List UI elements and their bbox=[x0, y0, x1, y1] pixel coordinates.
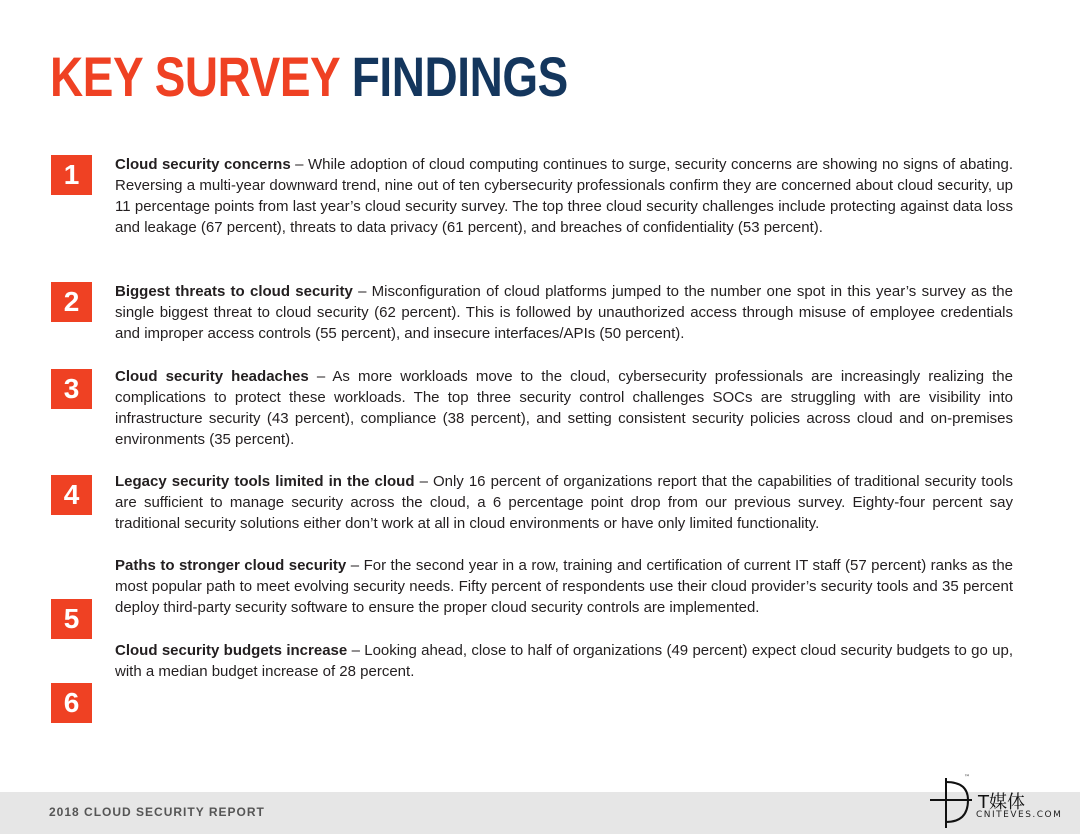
finding-3-heading: Cloud security headaches bbox=[115, 368, 309, 385]
finding-3-body: – As more workloads move to the cloud, cybersecurity professionals are increasingly realizing the complications to protect these workloads. The top three security control challenges SOCs are struggling with are visibility into infrastructure security (43 percent), compliance (38 percent), and setting consistent security policies across cloud and on-premises environments (35 percent). bbox=[115, 368, 1013, 448]
finding-2-heading: Biggest threats to cloud security bbox=[115, 283, 353, 300]
title-word-key-survey: KEY SURVEY bbox=[50, 45, 340, 108]
footer-bar bbox=[0, 792, 1080, 834]
watermark-chinese-name: T媒体 bbox=[978, 792, 1025, 813]
finding-6-body: – Looking ahead, close to half of organizations (49 percent) expect cloud security budgets to go up, with a median budget increase of 28 percent. bbox=[115, 642, 1013, 680]
trademark-mark: ™ bbox=[964, 774, 970, 781]
report-label: 2018 CLOUD SECURITY REPORT bbox=[49, 805, 265, 819]
finding-1-heading: Cloud security concerns bbox=[115, 156, 291, 173]
page-title bbox=[50, 42, 568, 112]
finding-number-6-badge: 6 bbox=[51, 683, 92, 723]
finding-2-body: – Misconfiguration of cloud platforms jumped to the number one spot in this year’s survey as the single biggest threat to cloud security (62 percent). This is followed by unauthorized access through misuse of employee credentials and improper access controls (55 percent), and insecure interfaces/APIs (50 percent). bbox=[115, 283, 1013, 342]
finding-5-body: – For the second year in a row, training and certification of current IT staff (57 percent) ranks as the most popular path to meet evolving security needs. Fifty percent of respondents use their cloud provider’s security tools and 35 percent deploy third-party security software to ensure the proper cloud security controls are implemented. bbox=[115, 557, 1014, 616]
crosshair-logo-icon bbox=[928, 776, 974, 832]
title-word-findings: FINDINGS bbox=[351, 45, 568, 108]
finding-5-paragraph bbox=[115, 555, 1013, 618]
finding-4-heading: Legacy security tools limited in the cloud bbox=[115, 473, 415, 490]
finding-4-body: – Only 16 percent of organizations report that the capabilities of traditional security tools are sufficient to manage security across the cloud, a 6 percentage point drop from our previous survey. Eighty-four percent say traditional security solutions either don’t work at all in cloud environments or have only limited functionality. bbox=[115, 473, 1013, 532]
finding-number-1-badge: 1 bbox=[51, 155, 92, 195]
finding-6-heading: Cloud security budgets increase bbox=[115, 642, 348, 659]
finding-1-body: – While adoption of cloud computing continues to surge, security concerns are showing no signs of abating. Reversing a multi-year downward trend, nine out of ten cybersecurity professionals confirm they are concerned about cloud security, up 11 percentage points from last year’s cloud security survey. The top three cloud security challenges include protecting against data loss and leakage (67 percent), threats to data privacy (61 percent), and breaches of confidentiality (53 percent). bbox=[115, 156, 1013, 236]
finding-5-heading: Paths to stronger cloud security bbox=[115, 557, 347, 574]
finding-number-2-badge: 2 bbox=[51, 282, 92, 322]
watermark-logo bbox=[928, 774, 1078, 832]
finding-6-paragraph bbox=[115, 640, 1013, 682]
finding-4-paragraph bbox=[115, 471, 1013, 534]
finding-number-3-badge: 3 bbox=[51, 369, 92, 409]
finding-number-5-badge: 5 bbox=[51, 599, 92, 639]
finding-number-4-badge: 4 bbox=[51, 475, 92, 515]
watermark-domain: CNITEVES.COM bbox=[976, 810, 1063, 820]
finding-3-paragraph bbox=[115, 366, 1013, 450]
finding-1-paragraph bbox=[115, 154, 1013, 238]
finding-2-paragraph bbox=[115, 281, 1013, 344]
